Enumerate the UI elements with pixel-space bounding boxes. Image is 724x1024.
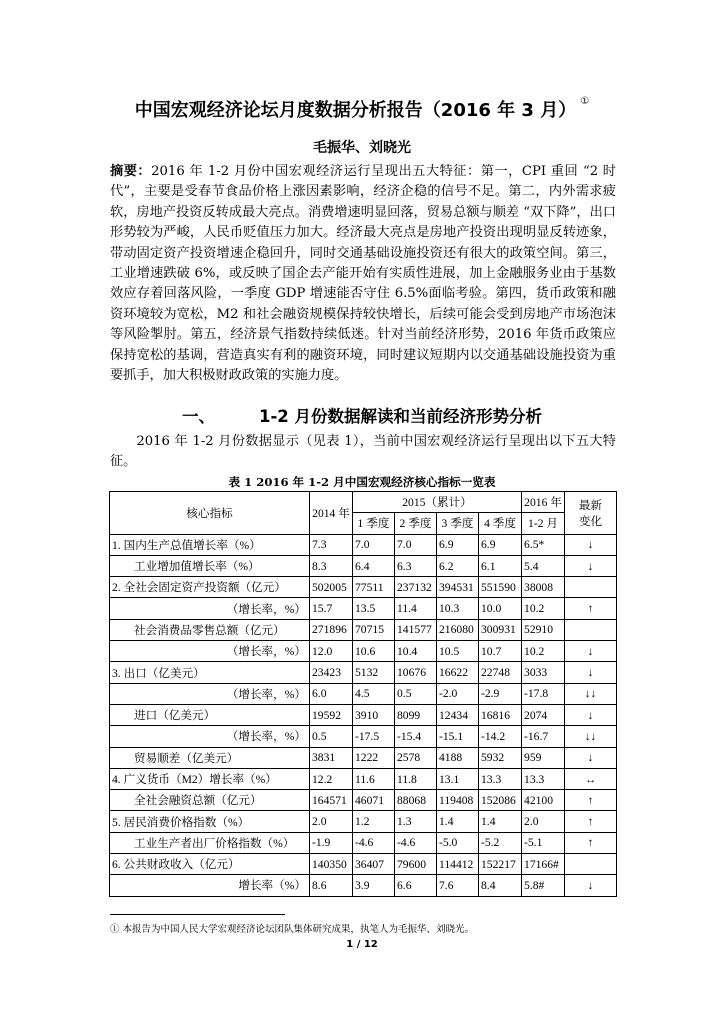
cell-2014: 3831 <box>310 747 353 768</box>
header-latest-change <box>565 492 617 535</box>
cell-q4: 152217 <box>479 854 522 875</box>
change-arrow-icon: ↓ <box>565 662 617 683</box>
row-indicator: 3. 出口（亿美元） <box>110 662 310 683</box>
change-arrow-icon <box>565 577 617 598</box>
cell-q4: 300931 <box>479 619 522 640</box>
table-row <box>110 662 617 683</box>
cell-q1: 4.5 <box>353 683 395 704</box>
change-arrow-icon: ↓↓ <box>565 726 617 747</box>
cell-q2: 6.6 <box>395 875 437 896</box>
change-arrow-icon: ↓ <box>565 534 617 555</box>
section-heading <box>0 403 724 427</box>
cell-q1: 46071 <box>353 790 395 811</box>
cell-q1: 5132 <box>353 662 395 683</box>
cell-2014: 6.0 <box>310 683 353 704</box>
cell-q3: 6.2 <box>437 555 479 576</box>
cell-q3: 13.1 <box>437 768 479 789</box>
cell-jan-feb: 5.4 <box>522 555 565 576</box>
cell-q3: -15.1 <box>437 726 479 747</box>
cell-q1: 10.6 <box>353 641 395 662</box>
row-indicator: 增长率（%） <box>110 875 310 896</box>
row-indicator: 社会消费品零售总额（亿元） <box>110 619 310 640</box>
header-2015: 2015（累计） <box>353 492 522 513</box>
table-row <box>110 854 617 875</box>
row-indicator: （增长率，%） <box>110 683 310 704</box>
page-number: 1 / 12 <box>346 939 378 950</box>
cell-2014: 8.3 <box>310 555 353 576</box>
abstract-text: 2016 年 1-2 月份中国宏观经济运行呈现出五大特征：第一，CPI 重回 “2 时代”，主要是受春节食品价格上涨因素影响，经济企稳的信号不足。第二，内外需求疲软，房地产投资反转成最大亮点。消费增速明显回落，贸易总额与顺差 “双下降”，出口形势较为严峻，人民币贬值压力加大。经济最大亮点是房地产投资出现明显反转迹象，带动固定资产投资增速企稳回升，同时交通基础设施投资还有很大的政策空间。第三，工业增速跌破 6%，或反映了国企去产能开始有实质性进展，加上金融服务业由于基数效应存着回落风险，一季度 GDP 增速能否守住 6.5%面临考验。第四，货币政策和融资环境较为宽松，M2 和社会融资规模保持较快增长，后续可能会受到房地产市场泡沫等风险掣肘。第五，经济景气指数持续低迷。针对当前经济形势，2016 年货币政策应保持宽松的基调，营造真实有利的融资环境，同时建议短期内以交通基础设施投资为重要抓手，加大积极财政政策的实施力度。 <box>110 164 616 384</box>
header-q1: 1 季度 <box>353 513 395 534</box>
cell-q4: 6.9 <box>479 534 522 555</box>
table-row <box>110 641 617 662</box>
cell-jan-feb: -17.8 <box>522 683 565 704</box>
row-indicator: 4. 广义货币（M2）增长率（%） <box>110 768 310 789</box>
cell-q4: 10.0 <box>479 598 522 619</box>
cell-q4: -14.2 <box>479 726 522 747</box>
abstract <box>110 162 616 386</box>
header-q4: 4 季度 <box>479 513 522 534</box>
cell-q2: 88068 <box>395 790 437 811</box>
change-arrow-icon: ↓ <box>565 555 617 576</box>
header-2016: 2016 年 <box>522 492 565 513</box>
cell-q3: -2.0 <box>437 683 479 704</box>
cell-q1: 1222 <box>353 747 395 768</box>
table-row <box>110 577 617 598</box>
report-title-text: 中国宏观经济论坛月度数据分析报告（2016 年 3 月） <box>134 100 577 121</box>
cell-q2: -4.6 <box>395 832 437 853</box>
cell-q2: -15.4 <box>395 726 437 747</box>
header-2014: 2014 年 <box>310 492 353 535</box>
cell-2014: 23423 <box>310 662 353 683</box>
change-arrow-icon: ↓ <box>565 875 617 896</box>
cell-q2: 10676 <box>395 662 437 683</box>
table-row <box>110 747 617 768</box>
cell-jan-feb: -5.1 <box>522 832 565 853</box>
cell-q1: -4.6 <box>353 832 395 853</box>
cell-q4: 8.4 <box>479 875 522 896</box>
cell-q4: 152086 <box>479 790 522 811</box>
cell-q1: 7.0 <box>353 534 395 555</box>
table-row <box>110 832 617 853</box>
cell-q2: 11.4 <box>395 598 437 619</box>
table-row <box>110 704 617 725</box>
row-indicator: 进口（亿美元） <box>110 704 310 725</box>
change-arrow-icon: ↑ <box>565 790 617 811</box>
cell-jan-feb: 3033 <box>522 662 565 683</box>
table-row <box>110 726 617 747</box>
cell-2014: 12.2 <box>310 768 353 789</box>
cell-q3: 1.4 <box>437 811 479 832</box>
header-latest-line2: 变化 <box>578 514 603 528</box>
cell-jan-feb: 17166# <box>522 854 565 875</box>
section-title: 1-2 月份数据解读和当前经济形势分析 <box>258 407 543 426</box>
cell-q3: 10.5 <box>437 641 479 662</box>
cell-q3: 216080 <box>437 619 479 640</box>
row-indicator: 6. 公共财政收入（亿元） <box>110 854 310 875</box>
cell-jan-feb: -16.7 <box>522 726 565 747</box>
row-indicator: 2. 全社会固定资产投资额（亿元） <box>110 577 310 598</box>
cell-q2: 11.8 <box>395 768 437 789</box>
cell-q1: 11.6 <box>353 768 395 789</box>
change-arrow-icon: ↔ <box>565 768 617 789</box>
cell-jan-feb: 38008 <box>522 577 565 598</box>
indicator-table <box>109 491 617 897</box>
cell-q4: 6.1 <box>479 555 522 576</box>
cell-2014: 12.0 <box>310 641 353 662</box>
report-title <box>0 96 724 122</box>
cell-q3: 394531 <box>437 577 479 598</box>
table-row <box>110 875 617 896</box>
cell-2014: 15.7 <box>310 598 353 619</box>
header-q3: 3 季度 <box>437 513 479 534</box>
header-q2: 2 季度 <box>395 513 437 534</box>
row-indicator: （增长率，%） <box>110 641 310 662</box>
table-row <box>110 555 617 576</box>
cell-q4: -2.9 <box>479 683 522 704</box>
cell-2014: 271896 <box>310 619 353 640</box>
header-jan-feb: 1-2 月 <box>522 513 565 534</box>
change-arrow-icon <box>565 854 617 875</box>
change-arrow-icon: ↑ <box>565 811 617 832</box>
authors: 毛振华、刘晓光 <box>313 140 411 156</box>
header-indicator: 核心指标 <box>110 492 310 535</box>
row-indicator: 工业增加值增长率（%） <box>110 555 310 576</box>
cell-q4: 1.4 <box>479 811 522 832</box>
change-arrow-icon: ↑ <box>565 598 617 619</box>
table-row <box>110 683 617 704</box>
cell-q2: 7.0 <box>395 534 437 555</box>
cell-q1: 36407 <box>353 854 395 875</box>
row-indicator: 工业生产者出厂价格指数（%） <box>110 832 310 853</box>
cell-jan-feb: 6.5* <box>522 534 565 555</box>
cell-q4: 16816 <box>479 704 522 725</box>
cell-2014: 7.3 <box>310 534 353 555</box>
cell-2014: 0.5 <box>310 726 353 747</box>
table-row <box>110 790 617 811</box>
cell-q1: 1.2 <box>353 811 395 832</box>
cell-q3: 16622 <box>437 662 479 683</box>
cell-q2: 141577 <box>395 619 437 640</box>
row-indicator: （增长率，%） <box>110 726 310 747</box>
row-indicator: 全社会融资总额（亿元） <box>110 790 310 811</box>
cell-q2: 0.5 <box>395 683 437 704</box>
cell-q4: 10.7 <box>479 641 522 662</box>
cell-2014: -1.9 <box>310 832 353 853</box>
cell-q1: 77511 <box>353 577 395 598</box>
cell-jan-feb: 2.0 <box>522 811 565 832</box>
cell-q2: 6.3 <box>395 555 437 576</box>
cell-q1: 3910 <box>353 704 395 725</box>
row-indicator: 贸易顺差（亿美元） <box>110 747 310 768</box>
cell-q3: 10.3 <box>437 598 479 619</box>
table-row <box>110 619 617 640</box>
cell-2014: 2.0 <box>310 811 353 832</box>
footnote-divider <box>110 914 285 915</box>
change-arrow-icon: ↓↓ <box>565 683 617 704</box>
cell-jan-feb: 42100 <box>522 790 565 811</box>
table-row <box>110 768 617 789</box>
cell-q2: 8099 <box>395 704 437 725</box>
cell-2014: 140350 <box>310 854 353 875</box>
cell-2014: 19592 <box>310 704 353 725</box>
cell-jan-feb: 959 <box>522 747 565 768</box>
row-indicator: 5. 居民消费价格指数（%） <box>110 811 310 832</box>
cell-q2: 10.4 <box>395 641 437 662</box>
cell-q2: 2578 <box>395 747 437 768</box>
footnote: ① 本报告为中国人民大学宏观经济论坛团队集体研究成果，执笔人为毛振华、刘晓光。 <box>110 924 475 935</box>
cell-q1: 6.4 <box>353 555 395 576</box>
cell-q3: 114412 <box>437 854 479 875</box>
cell-q1: 3.9 <box>353 875 395 896</box>
cell-jan-feb: 10.2 <box>522 598 565 619</box>
cell-q3: 4188 <box>437 747 479 768</box>
footnote-ref-icon[interactable]: ① <box>580 96 590 107</box>
cell-q1: 70715 <box>353 619 395 640</box>
row-indicator: （增长率，%） <box>110 598 310 619</box>
change-arrow-icon: ↓ <box>565 704 617 725</box>
change-arrow-icon: ↑ <box>565 832 617 853</box>
cell-q3: 7.6 <box>437 875 479 896</box>
table-caption: 表 1 2016 年 1-2 月中国宏观经济核心指标一览表 <box>228 475 496 489</box>
cell-q3: -5.0 <box>437 832 479 853</box>
cell-q2: 237132 <box>395 577 437 598</box>
change-arrow-icon <box>565 619 617 640</box>
row-indicator: 1. 国内生产总值增长率（%） <box>110 534 310 555</box>
cell-q4: 5932 <box>479 747 522 768</box>
cell-q3: 12434 <box>437 704 479 725</box>
abstract-label: 摘要： <box>110 164 152 179</box>
cell-q1: -17.5 <box>353 726 395 747</box>
section-number: 一、 <box>181 407 215 426</box>
change-arrow-icon: ↓ <box>565 747 617 768</box>
cell-jan-feb: 5.8# <box>522 875 565 896</box>
table-row <box>110 598 617 619</box>
cell-q4: 551590 <box>479 577 522 598</box>
header-latest-line1: 最新 <box>578 498 603 512</box>
cell-q2: 1.3 <box>395 811 437 832</box>
cell-q1: 13.5 <box>353 598 395 619</box>
table-row <box>110 811 617 832</box>
cell-q2: 79600 <box>395 854 437 875</box>
table-row <box>110 534 617 555</box>
cell-q4: 22748 <box>479 662 522 683</box>
cell-q4: -5.2 <box>479 832 522 853</box>
change-arrow-icon: ↓ <box>565 641 617 662</box>
intro-paragraph: 2016 年 1-2 月份数据显示（见表 1），当前中国宏观经济运行呈现出以下五大特征。 <box>110 434 616 470</box>
cell-jan-feb: 2074 <box>522 704 565 725</box>
cell-2014: 164571 <box>310 790 353 811</box>
cell-jan-feb: 52910 <box>522 619 565 640</box>
cell-jan-feb: 10.2 <box>522 641 565 662</box>
cell-q3: 119408 <box>437 790 479 811</box>
cell-q4: 13.3 <box>479 768 522 789</box>
cell-jan-feb: 13.3 <box>522 768 565 789</box>
cell-2014: 8.6 <box>310 875 353 896</box>
cell-2014: 502005 <box>310 577 353 598</box>
cell-q3: 6.9 <box>437 534 479 555</box>
